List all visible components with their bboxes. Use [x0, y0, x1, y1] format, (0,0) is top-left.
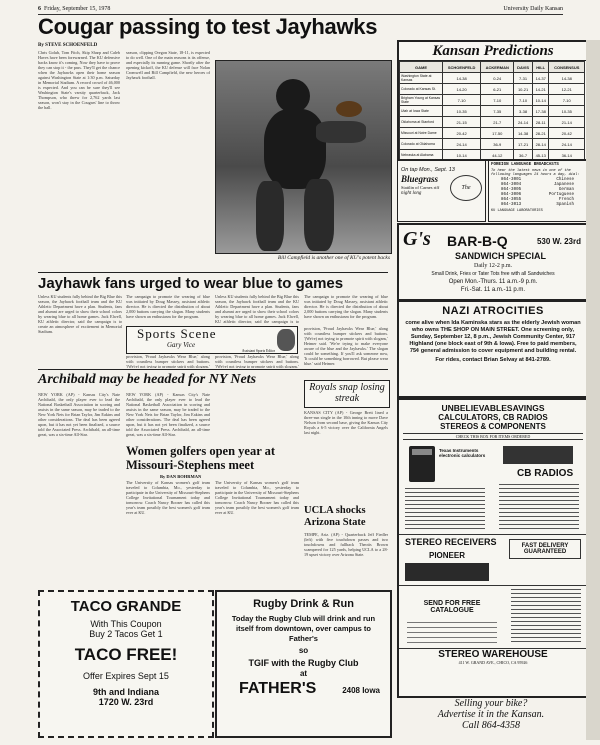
predictions-score-cell: 0-24 — [481, 73, 514, 84]
predictions-col-header: DAVIS — [514, 62, 533, 73]
royals-body: KANSAS CITY (AP) - George Brett lined a three-run single in the 10th inning to move Dave Nelson from second base, giving the Kansas City Royals a 6-5 victory over the California Angels last night. — [304, 410, 388, 435]
predictions-game-cell: Washington State at Kansas — [400, 73, 443, 84]
classified-line1: Selling your bike? — [454, 698, 528, 709]
send-catalog: SEND FOR FREE CATALOGUE — [423, 600, 481, 614]
bbq-address: 530 W. 23rd — [536, 237, 581, 246]
golfers-body-col2: The University of Kansas women's golf team traveled to Columbia, Mo., yesterday to participate in the University of Missouri-Stephens College Invitational Tournament today and tomorrow. Coach Nancy Boozer has called this year's team possibly the best women's golf team ever at KU. — [215, 480, 299, 515]
predictions-score-cell: 17-50 — [481, 128, 514, 139]
predictions-row — [400, 139, 585, 150]
predictions-score-cell: 36-7 — [514, 150, 533, 161]
sports-scene-role: Assistant Sports Editor — [241, 349, 275, 353]
stereo-banner: UNBELIEVABLESAVINGS — [441, 403, 545, 413]
predictions-score-cell: 6-21 — [481, 84, 514, 95]
predictions-score-cell: 17-21 — [514, 139, 533, 150]
ucla-body: TEMPE, Ariz. (AP) - Quarterback Jeff Fiedler (left) with five touchdown passes and two touchdowns and fullback Theotis Brown scampered for 125 yards, helping UCLA to a 28-19 upset victory over Arizona State. — [304, 532, 388, 557]
nazi-atrocities-ad — [397, 300, 589, 398]
language-phone: 864-3001 — [501, 178, 522, 182]
rugby-title: Rugby Drink & Run — [253, 598, 354, 610]
predictions-score-cell: 7-10 — [481, 95, 514, 106]
language-broadcast-ad — [488, 160, 587, 222]
predictions-score-cell: 28-21 — [532, 128, 549, 139]
language-phone: 864-3013 — [501, 203, 522, 207]
rugby-so: so — [298, 646, 309, 655]
columnist-photo — [277, 329, 295, 351]
predictions-score-cell: 36-14 — [549, 150, 585, 161]
language-name: German — [558, 188, 574, 192]
predictions-col-header: GAME — [400, 62, 443, 73]
golfers-body-col1: The University of Kansas women's golf team traveled to Columbia, Mo., yesterday to participate in the University of Missouri-Stephens College Invitational Tournament today and tomorrow. Coach Nancy Boozer has called this year's team possibly the best women's golf team ever at KU. — [126, 480, 210, 515]
taco-coupon: With This Coupon — [90, 619, 162, 629]
adjacent-page-edge — [586, 40, 600, 740]
archibald-headline: Archibald may be headed for NY Nets — [38, 372, 257, 387]
predictions-score-cell: 10-35 — [443, 106, 481, 117]
predictions-game-cell: Missouri at Notre Dame — [400, 128, 443, 139]
folio-page-number: 6 Friday, September 15, 1978 — [38, 6, 111, 12]
sports-scene-header — [126, 326, 298, 354]
predictions-row — [400, 128, 585, 139]
predictions-game-cell: Colorado at Oklahoma — [400, 139, 443, 150]
predictions-game-cell: Colorado at Kansas St. — [400, 84, 443, 95]
sports-scene-body-col3: provision, 'Proud Jayhawks Wear Blue,' along with countless bumper stickers and buttons. '(We're) not trying to promote spirit with slogans,' Heimer said. 'We're trying to make everyone aware of the blue and the Jayhawks.' The slogan could be something. If you'll ask someone now, 'It could be something borrowed. But please wear blue.' said Heimer. — [304, 326, 388, 366]
bluegrass-band: Stattlin of Carnes riff — [401, 185, 440, 190]
receiver-price-list — [511, 589, 581, 645]
predictions-score-cell: 7-10 — [514, 95, 533, 106]
lead-body-col2: season, clipping Oregon State, 18-11, is expected to do well. One of the main reasons is its offense, and especially its running game. Shortly after the opening kickoff, the KU defense will face Nolan Cromwell and Bill Campfield, the new heroes of Jayhawk football. — [126, 50, 210, 80]
predictions-row — [400, 84, 585, 95]
predictions-score-cell: 24-14 — [549, 139, 585, 150]
photo-caption: Bill Campfield is another one of KU's potent backs — [277, 255, 390, 261]
bbq-open-weekday: Open Mon.-Thurs. 11 a.m.-9 p.m. — [448, 279, 538, 285]
predictions-score-cell: 7-31 — [514, 73, 533, 84]
language-list — [489, 177, 586, 209]
predictions-score-cell: 20-42 — [443, 128, 481, 139]
bbq-title: BAR-B-Q — [447, 233, 508, 249]
nazi-title: NAZI ATROCITIES — [442, 305, 544, 317]
stereo-warehouse-ad — [397, 398, 589, 698]
predictions-game-cell: Brigham Young at Kansas State — [400, 95, 443, 106]
predictions-score-cell: 3-38 — [514, 106, 533, 117]
archibald-body-col1: NEW YORK (AP) - Kansas City's Nate Archibald, the only player ever to lead the National Basketball Association in scoring and assists in the same season, may be traded to the New York Nets for Brian Taylor, Jim Eakins and other considerations. The deal has been agreed upon, but it has not yet been finalized, a source told the Associated Press. Archibald, an all-time great, was a six-time All-Star. — [38, 392, 120, 437]
predictions-score-cell: 24-14 — [443, 139, 481, 150]
predictions-score-cell: 24-14 — [514, 117, 533, 128]
predictions-score-cell: 14-38 — [549, 73, 585, 84]
language-phone: 864-3005 — [501, 188, 522, 192]
predictions-score-cell: 7-10 — [549, 95, 585, 106]
predictions-row — [400, 95, 585, 106]
predictions-score-cell: 17-38 — [532, 106, 549, 117]
bbq-ad — [397, 223, 589, 301]
bbq-hours: Daily 12-2 p.m. — [474, 263, 512, 269]
bbq-offer: Small Drink, Fries or Tater Tots free with all Sandwiches — [431, 271, 555, 277]
predictions-row — [400, 150, 585, 161]
stereo-sub1: CALCULATORS, CB RADIOS — [438, 413, 548, 422]
predictions-score-cell: 21-14 — [549, 117, 585, 128]
calc-price-list — [405, 488, 485, 532]
cb-radio-image — [503, 446, 573, 464]
stereo-sub2: STEREOS & COMPONENTS — [440, 422, 546, 431]
predictions-table — [399, 61, 585, 161]
taco-buy: Buy 2 Tacos Get 1 — [89, 629, 163, 639]
catalog-form — [407, 622, 497, 644]
archibald-body-col2: NEW YORK (AP) - Kansas City's Nate Archibald, the only player ever to lead the National Basketball Association in scoring and assists in the same season, may be traded to the New York Nets for Brian Taylor, Jim Eakins and other considerations. The deal has been agreed upon, but it has not yet been finalized, a source told the Associated Press. Archibald, an all-time great, was a six-time All-Star. — [126, 392, 210, 437]
predictions-score-cell: 21-7 — [481, 117, 514, 128]
predictions-title: Kansan Predictions — [399, 42, 587, 61]
lead-byline: By STEVE SCHOENFELD — [38, 43, 98, 48]
rugby-address: 2408 Iowa — [342, 686, 380, 695]
calculator-image — [409, 446, 435, 482]
bluegrass-logo: The — [450, 175, 482, 201]
fast-delivery: FAST DELIVERY GUARANTEED — [509, 539, 581, 559]
language-name: Japanese — [553, 183, 574, 187]
bluegrass-date: On tap Mon., Sept. 13 — [401, 167, 455, 173]
receiver-image — [405, 563, 489, 581]
blue-fans-headline: Jayhawk fans urged to wear blue to games — [38, 275, 344, 292]
predictions-col-header: SCHOENFELD — [443, 62, 481, 73]
taco-free: TACO FREE! — [74, 645, 178, 664]
predictions-score-cell: 28-14 — [532, 139, 549, 150]
predictions-score-cell: 10-14 — [443, 150, 481, 161]
taco-expires: Offer Expires Sept 15 — [83, 671, 169, 681]
predictions-score-cell: 7-35 — [481, 106, 514, 117]
folio-paper-name: University Daily Kansan — [503, 6, 563, 12]
nazi-contact: For rides, contact Brian Selvay at 841-2789. — [435, 357, 551, 363]
cb-price-list — [499, 484, 579, 532]
predictions-game-cell: Oklahoma at Stanford — [400, 117, 443, 128]
language-name: Chinese — [556, 178, 574, 182]
bbq-brand: G's — [403, 228, 431, 250]
sports-scene-body-col1: provision, 'Proud Jayhawks Wear Blue,' along with countless bumper stickers and buttons. '(We're) not trying to promote spirit with slogans,' — [126, 354, 210, 368]
predictions-score-cell: 14-37 — [532, 73, 549, 84]
classified-line3: Call 864-4358 — [461, 720, 521, 731]
cb-label: CB RADIOS — [517, 468, 574, 479]
blue-fans-body-col2: The campaign to promote the wearing of blue was initiated by Doug Massey, assistant athletic director. He is directed the distribution of about 2,000 buttons carrying the slogan. Many students have shown an enthusiasm for the program. — [126, 294, 210, 319]
predictions-score-cell: 12-21 — [549, 84, 585, 95]
stereo-receivers-label: STEREO RECEIVERS — [405, 537, 497, 547]
stereo-coupon-line: CHECK THIS BOX FOR ITEMS ORDERED — [403, 433, 583, 440]
predictions-score-cell: 7-10 — [443, 95, 481, 106]
rugby-ad — [215, 590, 392, 738]
lead-headline: Cougar passing to test Jayhawks — [38, 14, 378, 39]
predictions-score-cell: 10-21 — [514, 84, 533, 95]
predictions-score-cell: 14-21 — [532, 84, 549, 95]
ucla-headline: UCLA shocks Arizona State — [304, 505, 366, 528]
sports-scene-author: Gary Vice — [167, 341, 196, 349]
golfers-headline: Women golfers open year at Missouri-Stephens meet — [126, 444, 276, 472]
sports-scene-title: Sports Scene — [137, 326, 217, 341]
bluegrass-night: night long — [401, 191, 422, 196]
football-photo — [215, 60, 392, 254]
bbq-open-weekend: Fri.-Sat. 11 a.m.-11 p.m. — [460, 287, 526, 293]
language-phone: 864-3004 — [501, 183, 522, 187]
rugby-description: Today the Rugby Club will drink and run itself from downtown, over campus to Father's — [231, 614, 376, 643]
language-ad-footer: KU LANGUAGE LABORATORIES — [491, 209, 543, 213]
lead-body-col1: Chris Golub, Tom Fitch, Skip Sharp and Caleb Haves have been forewarned. The KU defensive backs know it's coming. Now they have to prove they can stop it - the pass. They'll get the chance when the Jayhawks open their home season against Washington State at 1:30 p.m. Saturday in Memorial Stadium. A record crowd of 46,000 is expected. And you can be sure they'll see Washington State's varsity quarterback, Jack Thompson, who threw for 2,762 yards last season, won't stay in the Cougars' line to throw the ball. — [38, 50, 120, 110]
predictions-score-cell: 21-15 — [443, 117, 481, 128]
rugby-at: at — [299, 669, 308, 678]
predictions-score-cell: 28-11 — [532, 117, 549, 128]
nazi-body: come alive when Ida Kaminska stars as the elderly Jewish woman who owns THE SHOP ON MAIN STREET. One screening only, Sunday, September 12, 8 p.m., Jewish Community Center, 917 Highland (one block east of 9th & Iowa). Free to paid members, 75¢ general admission to cover equipment and building rental. — [405, 320, 581, 354]
royals-box — [304, 380, 390, 408]
taco-address: 1720 W. 23rd — [98, 697, 154, 707]
bluegrass-ad — [397, 160, 486, 222]
predictions-box — [397, 40, 589, 161]
stereo-warehouse-name: STEREO WAREHOUSE — [399, 648, 587, 660]
language-ad-subtitle: To hear the latest news in one of the following languages 24 hours a day, dial: — [491, 169, 580, 177]
predictions-row — [400, 117, 585, 128]
blue-fans-body-col3: Unless KU students fully behind the Big Blue this season, the Jayhawk football team and the KU Athletic Department have a plan. Students, fans and alumni are urged to show their school colors by wearing blue to all home games. Jack Elwell, KU athletic director, said the campaign is to — [215, 294, 299, 324]
predictions-score-cell: 14-20 — [443, 84, 481, 95]
language-phone: 864-3006 — [501, 193, 522, 197]
bluegrass-title: Bluegrass — [401, 174, 439, 184]
language-name: Portuguese — [548, 193, 574, 197]
sports-scene-body-col4: provision, 'Proud Jayhawks Wear Blue,' along with countless bumper stickers and buttons. '(We're) not trying to promote spirit with slogans,' — [215, 354, 299, 368]
blue-fans-body-col4: The campaign to promote the wearing of blue was initiated by Doug Massey, assistant athletic director. He is directed the distribution of about 2,000 buttons carrying the slogan. Many students have shown an enthusiasm for the program. — [304, 294, 388, 319]
predictions-game-cell: Nebraska at Alabama — [400, 150, 443, 161]
taco-location: 9th and Indiana — [92, 687, 159, 697]
language-phone: 864-3055 — [501, 198, 522, 202]
predictions-row — [400, 73, 585, 84]
blue-fans-body-col1: Unless KU students fully behind the Big Blue this season, the Jayhawk football team and the KU Athletic Department have a plan. Students, fans and alumni are urged to show their school colors by wearing blue to all home games. Jack Elwell, KU athletic director, said the campaign is to create an atmosphere of excitement in Memorial Stadium. — [38, 294, 122, 334]
pioneer-brand: PIONEER — [429, 551, 466, 560]
golfers-byline: By DAN BOHRMAN — [160, 474, 202, 479]
predictions-col-header: HILL — [532, 62, 549, 73]
predictions-score-cell: 14-38 — [514, 128, 533, 139]
predictions-score-cell: 10-14 — [532, 95, 549, 106]
taco-grande-ad — [38, 590, 214, 738]
predictions-score-cell: 14-38 — [443, 73, 481, 84]
predictions-col-header: ACKERMAN — [481, 62, 514, 73]
language-ad-title: FOREIGN LANGUAGE BROADCASTS — [491, 163, 559, 167]
ti-label: Texas Instruments electronic calculators — [439, 448, 486, 458]
royals-headline: Royals snap losing streak — [309, 382, 385, 404]
language-name: French — [558, 198, 574, 202]
predictions-game-cell: Utah at Iowa State — [400, 106, 443, 117]
rugby-fathers: FATHER'S — [239, 680, 317, 697]
predictions-score-cell: 45-13 — [532, 150, 549, 161]
predictions-score-cell: 44-12 — [481, 150, 514, 161]
language-row — [501, 203, 574, 208]
predictions-score-cell: 10-35 — [549, 106, 585, 117]
predictions-score-cell: 36-9 — [481, 139, 514, 150]
stereo-warehouse-address: 411 W. GRAND AVE., CHICO, CA 95926 — [458, 660, 528, 665]
classified-promo — [397, 698, 585, 738]
language-name: Spanish — [556, 203, 574, 207]
classified-line2: Advertise it in the Kansan. — [437, 709, 545, 720]
predictions-row — [400, 106, 585, 117]
rugby-tgif: TGIF with the Rugby Club — [248, 658, 359, 668]
taco-title: TACO GRANDE — [70, 598, 182, 615]
predictions-col-header: CONSENSUS — [549, 62, 585, 73]
predictions-score-cell: 20-42 — [549, 128, 585, 139]
bbq-special: SANDWICH SPECIAL — [455, 251, 547, 261]
